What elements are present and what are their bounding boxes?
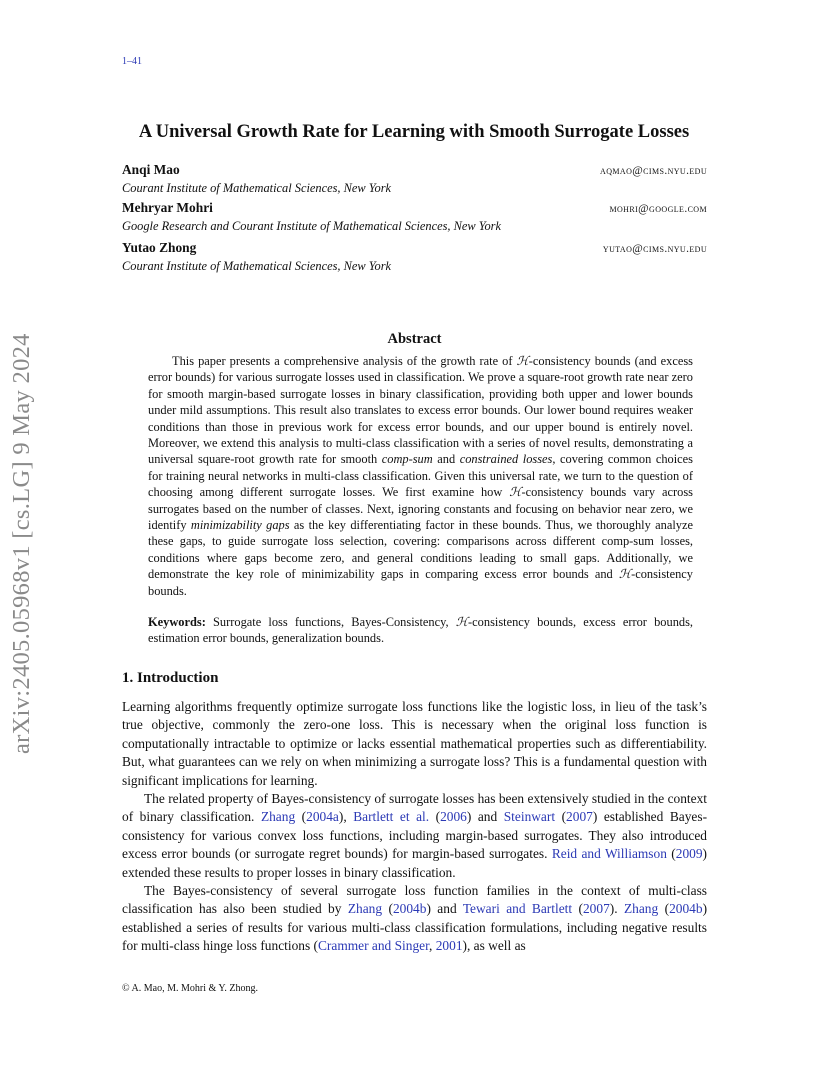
citation-link[interactable]: 2004b [392,901,427,917]
citation-link[interactable]: Bartlett et al. [353,809,430,825]
citation-link[interactable]: Zhang [260,809,296,825]
citation-link[interactable]: 2004b [669,901,703,917]
page-number: 1–41 [122,56,142,67]
paper-title: A Universal Growth Rate for Learning with Smooth Surrogate Losses [138,122,690,142]
author-affiliation: Courant Institute of Mathematical Sciences, New York [122,181,392,195]
author-name: Mehryar Mohri [122,200,213,215]
author-email: mohri@google.com [609,203,707,215]
citation-link[interactable]: Zhang [347,901,383,917]
intro-paragraph-3: The Bayes-consistency of several surrogate loss function families in the context of multi-class classification has also been studied by Zhang (2004b) and Tewari and Bartlett (2007). Zhang (2004b) established a series of results for various multi-class classification formulations, including negative results for multi-class hinge loss functions (Crammer and Singer, 2001), as well as [122,883,708,954]
section-heading: 1. Introduction [122,670,219,686]
citation-link[interactable]: Crammer and Singer [318,938,430,954]
author-affiliation: Google Research and Courant Institute of Mathematical Sciences, New York [122,219,502,233]
citation-link[interactable]: 2004a [306,809,339,825]
author-block-1 [122,162,707,196]
arxiv-stamp: arXiv:2405.05968v1 [cs.LG] 9 May 2024 [8,333,35,754]
citation-link[interactable]: Zhang [623,901,659,917]
citation-link[interactable]: 2007 [582,901,610,917]
author-email: yutao@cims.nyu.edu [602,243,707,255]
author-block-2 [122,200,707,234]
intro-paragraph-1: Learning algorithms frequently optimize surrogate loss functions like the logistic loss, in lieu of the task’s true objective, commonly the zero-one loss. This is necessary when the original loss function is computationally intractable to optimize or lacks essential mathematical properties such as differentiability. But, what guarantees can we rely on when minimizing a surrogate loss? This is a fundamental question with significant implications for learning. [122,699,707,788]
copyright-footer: © A. Mao, M. Mohri & Y. Zhong. [122,983,258,994]
citation-link[interactable]: 2007 [566,809,593,825]
author-block-3 [122,240,707,274]
abstract-heading: Abstract [387,331,442,347]
citation-link[interactable]: 2006 [440,809,467,825]
introduction-body [122,698,707,956]
citation-link[interactable]: Steinwart [503,809,556,825]
keywords-label: Keywords: [148,615,206,629]
citation-link[interactable]: 2001 [435,938,463,954]
citation-link[interactable]: Tewari and Bartlett [462,901,573,917]
citation-link[interactable]: 2009 [675,846,703,862]
intro-paragraph-2: The related property of Bayes-consistency of surrogate losses has been extensively studied in the context of binary classification. Zhang (2004a), Bartlett et al. (2006) and Steinwart (2007) established Bayes-consistency for various convex loss functions, including margin-based surrogates. They also introduced excess error bounds (or surrogate regret bounds) for margin-based surrogates. Reid and Williamson (2009) extended these results to proper losses in binary classification. [122,791,708,880]
keywords: Keywords: Surrogate loss functions, Bayes-Consistency, ℋ-consistency bounds, excess error bounds, estimation error bounds, generalization bounds. [148,614,693,646]
author-name: Anqi Mao [122,162,180,177]
author-affiliation: Courant Institute of Mathematical Sciences, New York [122,259,392,273]
citation-link[interactable]: Reid and Williamson [551,846,667,862]
abstract-text: This paper presents a comprehensive analysis of the growth rate of ℋ-consistency bounds (and excess error bounds) for various surrogate losses used in classification. We prove a square-root growth rate near zero for smooth margin-based surrogate losses in binary classification, providing both upper and lower bounds under mild assumptions. This result also translates to excess error bounds. Our lower bound requires weaker conditions than those in previous work for excess error bounds, and our upper bound is entirely novel. Moreover, we extend this analysis to multi-class classification with a series of novel results, demonstrating a universal square-root growth rate for smooth comp-sum and constrained losses, covering common choices for training neural networks in multi-class classification. Given this universal rate, we turn to the question of choosing among different surrogate losses. We first examine how ℋ-consistency bounds vary across surrogates based on the number of classes. Next, ignoring constants and focusing on behavior near zero, we identify minimizability gaps as the key differentiating factor in these bounds. Thus, we thoroughly analyze these gaps, to guide surrogate loss selection, covering: comparisons across different comp-sum losses, conditions where gaps become zero, and general conditions leading to small gaps. Additionally, we demonstrate the key role of minimizability gaps in comparing excess error bounds and ℋ-consistency bounds. [148,353,694,598]
author-email: aqmao@cims.nyu.edu [600,165,707,177]
author-name: Yutao Zhong [122,240,197,255]
